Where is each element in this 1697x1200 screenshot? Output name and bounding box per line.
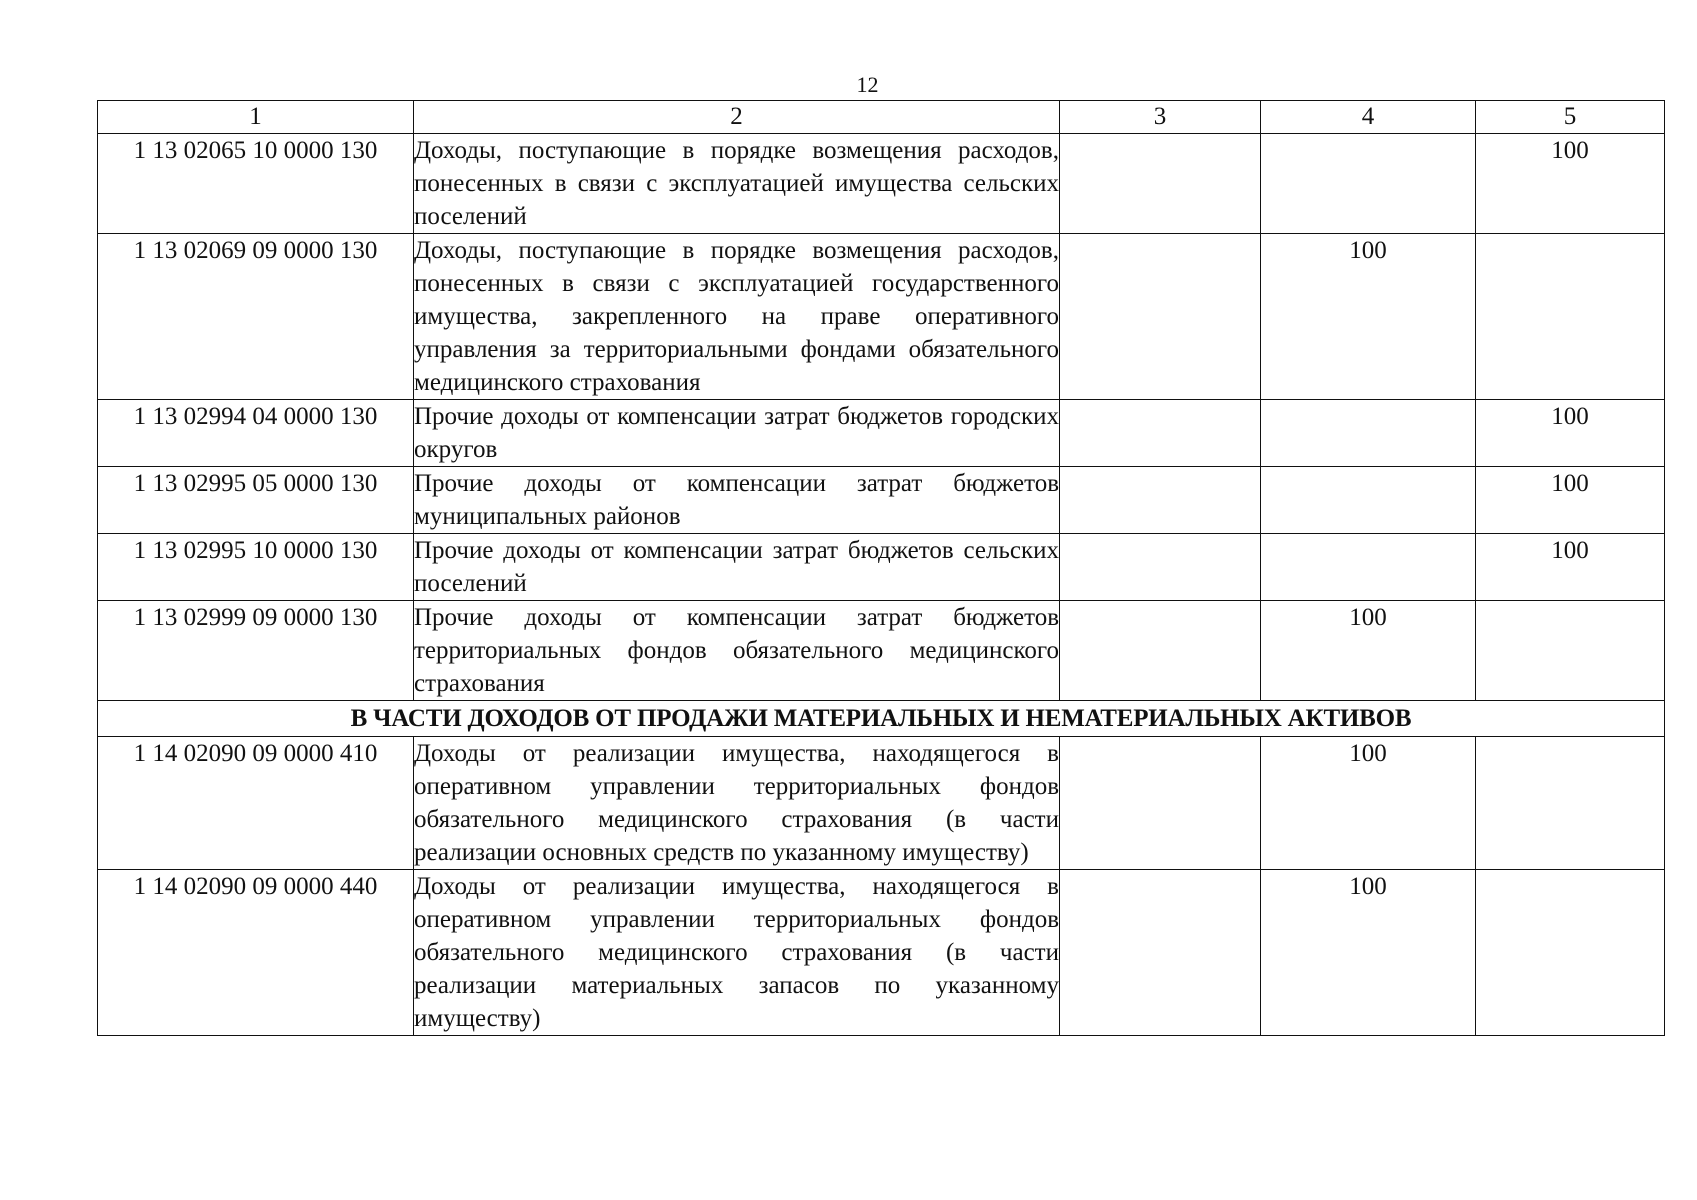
column-3-value bbox=[1060, 467, 1261, 534]
column-3-value bbox=[1060, 534, 1261, 601]
column-header-3: 3 bbox=[1060, 101, 1261, 134]
column-4-value bbox=[1261, 467, 1476, 534]
table-row bbox=[98, 234, 1665, 400]
column-4-value: 100 bbox=[1261, 601, 1476, 701]
table-row bbox=[98, 134, 1665, 234]
column-header-2: 2 bbox=[414, 101, 1060, 134]
column-4-value: 100 bbox=[1261, 870, 1476, 1036]
column-5-value: 100 bbox=[1476, 134, 1665, 234]
table-row bbox=[98, 400, 1665, 467]
revenue-description: Доходы от реализации имущества, находящегося в оперативном управлении территориальных фондов обязательного медицинского страхования (в части реализации материальных запасов по указанному имуществу) bbox=[414, 870, 1060, 1036]
revenue-description: Прочие доходы от компенсации затрат бюджетов территориальных фондов обязательного медицинского страхования bbox=[414, 601, 1060, 701]
table-body bbox=[98, 134, 1665, 1036]
revenue-description: Прочие доходы от компенсации затрат бюджетов муниципальных районов bbox=[414, 467, 1060, 534]
column-5-value: 100 bbox=[1476, 467, 1665, 534]
revenue-codes-table bbox=[97, 100, 1665, 1036]
budget-classification-code: 1 13 02065 10 0000 130 bbox=[98, 134, 414, 234]
column-5-value bbox=[1476, 234, 1665, 400]
column-4-value bbox=[1261, 400, 1476, 467]
column-header-1: 1 bbox=[98, 101, 414, 134]
budget-classification-code: 1 14 02090 09 0000 410 bbox=[98, 737, 414, 870]
column-5-value bbox=[1476, 601, 1665, 701]
column-5-value bbox=[1476, 737, 1665, 870]
budget-classification-code: 1 13 02995 05 0000 130 bbox=[98, 467, 414, 534]
column-3-value bbox=[1060, 134, 1261, 234]
column-4-value: 100 bbox=[1261, 234, 1476, 400]
table-row bbox=[98, 534, 1665, 601]
revenue-description: Доходы от реализации имущества, находящегося в оперативном управлении территориальных фондов обязательного медицинского страхования (в части реализации основных средств по указанному имуществу) bbox=[414, 737, 1060, 870]
column-4-value bbox=[1261, 534, 1476, 601]
column-number-header-row bbox=[98, 101, 1665, 134]
column-4-value bbox=[1261, 134, 1476, 234]
table-row bbox=[98, 601, 1665, 701]
section-header-row bbox=[98, 701, 1665, 737]
budget-classification-code: 1 13 02069 09 0000 130 bbox=[98, 234, 414, 400]
table-row bbox=[98, 737, 1665, 870]
column-5-value: 100 bbox=[1476, 534, 1665, 601]
table-row bbox=[98, 870, 1665, 1036]
revenue-description: Прочие доходы от компенсации затрат бюджетов сельских поселений bbox=[414, 534, 1060, 601]
budget-classification-code: 1 13 02999 09 0000 130 bbox=[98, 601, 414, 701]
column-3-value bbox=[1060, 737, 1261, 870]
revenue-description: Доходы, поступающие в порядке возмещения расходов, понесенных в связи с эксплуатацией имущества сельских поселений bbox=[414, 134, 1060, 234]
budget-classification-code: 1 14 02090 09 0000 440 bbox=[98, 870, 414, 1036]
column-3-value bbox=[1060, 400, 1261, 467]
column-3-value bbox=[1060, 870, 1261, 1036]
column-5-value bbox=[1476, 870, 1665, 1036]
page-number: 12 bbox=[856, 72, 879, 97]
column-4-value: 100 bbox=[1261, 737, 1476, 870]
table-row bbox=[98, 467, 1665, 534]
column-header-4: 4 bbox=[1261, 101, 1476, 134]
budget-classification-code: 1 13 02995 10 0000 130 bbox=[98, 534, 414, 601]
section-title: В ЧАСТИ ДОХОДОВ ОТ ПРОДАЖИ МАТЕРИАЛЬНЫХ И НЕМАТЕРИАЛЬНЫХ АКТИВОВ bbox=[98, 701, 1665, 737]
revenue-description: Доходы, поступающие в порядке возмещения расходов, понесенных в связи с эксплуатацией государственного имущества, закрепленного на праве оперативного управления за территориальными фондами обязательного медицинского страхования bbox=[414, 234, 1060, 400]
column-header-5: 5 bbox=[1476, 101, 1665, 134]
column-3-value bbox=[1060, 601, 1261, 701]
budget-classification-code: 1 13 02994 04 0000 130 bbox=[98, 400, 414, 467]
column-5-value: 100 bbox=[1476, 400, 1665, 467]
revenue-description: Прочие доходы от компенсации затрат бюджетов городских округов bbox=[414, 400, 1060, 467]
column-3-value bbox=[1060, 234, 1261, 400]
